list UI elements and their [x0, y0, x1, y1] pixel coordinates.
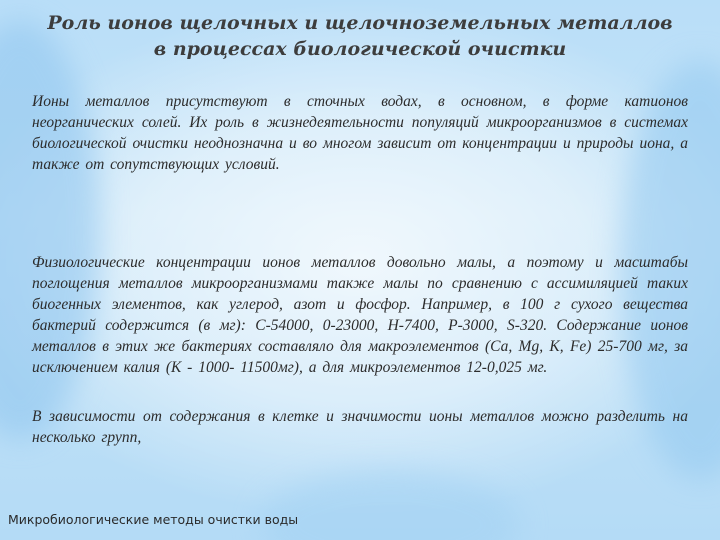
paragraph-ion-groups: В зависимости от содержания в клетке и значимости ионы металлов можно разделить на несколько групп,: [32, 408, 688, 446]
slide-title: [20, 10, 700, 62]
paragraph-metal-ions-role: Ионы металлов присутствуют в сточных водах, в основном, в форме катионов неорганических солей. Их роль в жизнедеятельности популяций микроорганизмов в системах биологической очистки неоднозначна и во многом зависит от концентрации и природы иона, а также от сопутствующих условий.: [32, 93, 688, 173]
slide-title-line-1: Роль ионов щелочных и щелочноземельных металлов: [47, 12, 673, 34]
slide-title-line-2: в процессах биологической очистки: [153, 38, 567, 60]
paragraph-physiological-concentrations: Физиологические концентрации ионов металлов довольно малы, а поэтому и масштабы поглощения металлов микроорганизмами также малы по сравнению с ассимиляцией таких биогенных элементов, как углерод, азот и фосфор. Например, в 100 г сухого вещества бактерий содержится (в мг): С-54000, 0-23000, Н-7400, Р-3000, S-320. Содержание ионов металлов в этих же бактериях составляло для макроэлементов (Са, Mg, K, Fe) 25-700 мг, за исключением калия (К - 1000- 11500мг), а для микроэлементов 12-0,025 мг.: [32, 254, 688, 376]
background-glow-bottom: [260, 470, 520, 540]
slide-footer: Микробиологические методы очистки воды: [8, 512, 299, 527]
